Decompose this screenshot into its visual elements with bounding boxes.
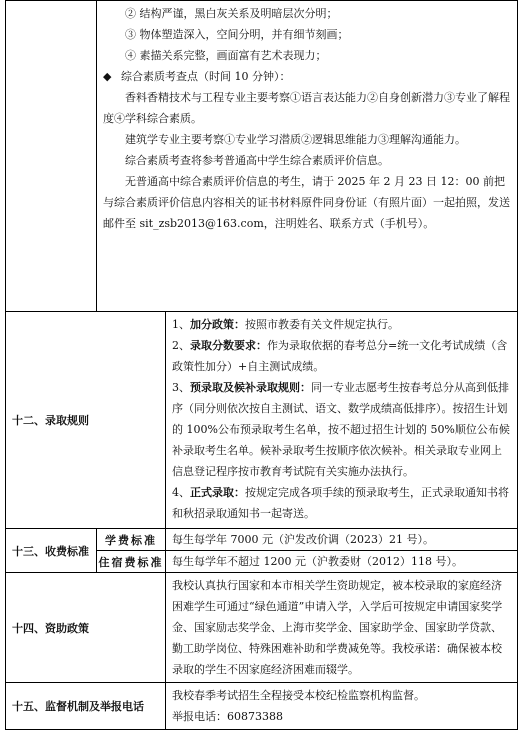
rule-number: 3、	[172, 381, 190, 394]
report-phone: 举报电话：60873388	[172, 710, 283, 723]
diamond-bullet-icon: ◆	[103, 70, 112, 83]
criteria-item-3: ③ 物体塑造深入，空间分明，并有细节刻画；	[125, 28, 349, 41]
section-label-supervision: 十五、监督机制及举报电话	[6, 683, 166, 730]
row-admission-rules	[6, 312, 518, 529]
rule-number: 2、	[172, 339, 190, 352]
lodging-value: 每生每学年不超过 1200 元（沪教委财（2012）118 号）。	[166, 551, 518, 573]
rule-number: 4、	[172, 486, 190, 499]
rule-item-3	[172, 377, 511, 482]
row-label-empty	[6, 1, 97, 312]
criteria-item-2: ② 结构严谨，黑白灰关系及明暗层次分明；	[125, 7, 338, 20]
section-label-aid: 十四、资助政策	[6, 573, 166, 683]
row-assessment-continued	[6, 1, 518, 312]
bullet-text: 综合素质考查点（时间 10 分钟）：	[121, 70, 291, 83]
enrollment-rules-table	[5, 0, 518, 730]
rule-text: 作为录取依据的春考总分=统一文化考试成绩（含政策性加分）+自主测试成绩。	[172, 339, 508, 373]
tuition-value: 每生每学年 7000 元（沪发改价调（2023）21 号）。	[166, 529, 518, 551]
bullet-line	[103, 66, 511, 87]
rule-item-2	[172, 335, 511, 377]
rule-item-1	[172, 314, 511, 335]
row-fees-tuition	[6, 529, 518, 551]
rule-title: 加分政策：	[190, 318, 245, 331]
rule-text: 同一专业志愿考生按春考总分从高到低排序（同分则依次按自主测试、语文、数学成绩高低排序）。按招生计划的 100%公布预录取考生名单，按不超过招生计划的 50%顺位公布候补录取考生名单。候补录取考生按顺序依次候补。相关录取专业网上信息登记程序按市教育考试院有关实施办法执行。	[172, 381, 510, 478]
row-supervision	[6, 683, 518, 730]
supervision-line: 我校春季考试招生全程接受本校纪检监察机构监督。	[172, 689, 425, 702]
tuition-label: 学费标准	[97, 529, 166, 551]
para-perfume-major: 香料香精技术与工程专业主要考察①语言表达能力②自身创新潜力③专业了解程度④学科综合素质。	[103, 91, 510, 125]
rule-title: 录取分数要求：	[190, 339, 267, 352]
admission-content	[166, 312, 518, 529]
rule-item-4	[172, 482, 511, 524]
lodging-label: 住宿费标准	[97, 551, 166, 573]
rule-title: 预录取及候补录取规则：	[190, 381, 311, 394]
supervision-content	[166, 683, 518, 730]
row-financial-aid	[6, 573, 518, 683]
assessment-content	[97, 1, 518, 312]
section-label-admission: 十二、录取规则	[6, 312, 166, 529]
rule-number: 1、	[172, 318, 190, 331]
para-evaluation-info: 综合素质考查将参考普通高中学生综合素质评价信息。	[125, 154, 389, 167]
para-no-evaluation-info: 无普通高中综合素质评价信息的考生，请于 2025 年 2 月 23 日 12：00 前把与综合素质评价信息内容相关的证书材料原件同身份证（有照片面）一起拍照，发送邮件至 sit_zsb2013@163.com，注明姓名、联系方式（手机号）。	[103, 175, 510, 230]
rule-text: 按照市教委有关文件规定执行。	[245, 318, 399, 331]
section-label-fees: 十三、收费标准	[6, 529, 97, 573]
para-architecture-major: 建筑学专业主要考察①专业学习潜质②逻辑思维能力③理解沟通能力。	[125, 133, 466, 146]
rule-text: 按规定完成各项手续的预录取考生，正式录取通知书将和秋招录取通知书一起寄送。	[172, 486, 509, 520]
criteria-item-4: ④ 素描关系完整，画面富有艺术表现力；	[125, 49, 327, 62]
rule-title: 正式录取：	[190, 486, 245, 499]
aid-text: 我校认真执行国家和本市相关学生资助规定，被本校录取的家庭经济困难学生可通过“绿色通道”申请入学，入学后可按规定申请国家奖学金、国家励志奖学金、上海市奖学金、国家助学金、国家助学贷款、勤工助学岗位、特殊困难补助和学费减免等。我校承诺：确保被本校录取的学生不因家庭经济困难而辍学。	[166, 573, 518, 683]
